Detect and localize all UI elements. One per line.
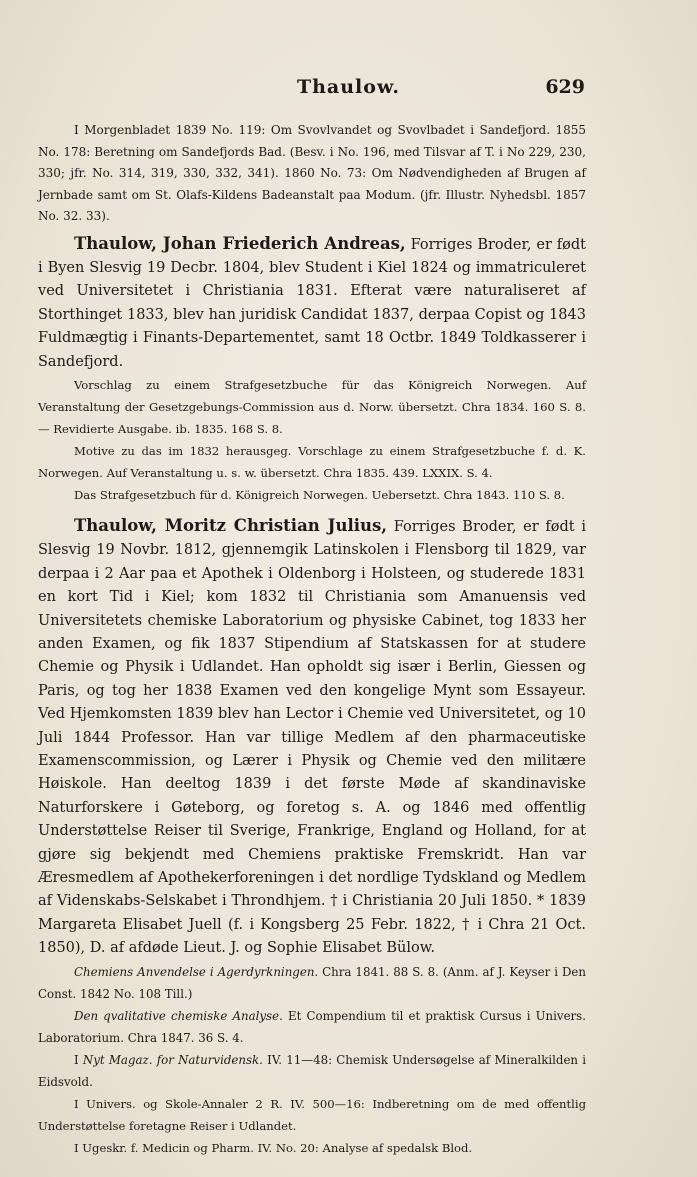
bibliography-item: Chemiens Anvendelse i Agerdyrkningen. Chra 1841. 88 S. 8. (Anm. af J. Keyser i Den Const. 1842 No. 108 Till.)	[38, 964, 586, 1001]
entry-name: Thaulow, Moritz Christian Julius,	[74, 515, 388, 535]
entry-moritz-thaulow	[38, 514, 586, 961]
bibliography-item: I Univers. og Skole-Annaler 2 R. IV. 500—16: Indberetning om de med offentlig Understøttelse foretagne Reiser i Udlandet.	[38, 1096, 586, 1133]
work-title: Den qvalitative chemiske Analyse.	[74, 1008, 283, 1023]
work-title: Chemiens Anvendelse i Agerdyrkningen.	[74, 964, 319, 979]
page-number: 629	[545, 76, 585, 98]
entry-johan-thaulow	[38, 232, 586, 374]
bibliography-item: I Ugeskr. f. Medicin og Pharm. IV. No. 20: Analyse af spedalsk Blod.	[74, 1140, 473, 1155]
bibliography-item: Den qvalitative chemiske Analyse. Et Compendium til et praktisk Cursus i Univers. Laboratorium. Chra 1847. 36 S. 4.	[38, 1008, 586, 1045]
bibliography-item: I Nyt Magaz. for Naturvidensk. IV. 11—48: Chemisk Undersøgelse af Mineralkilden i Eidsvold.	[38, 1052, 587, 1089]
page-body	[38, 120, 586, 1159]
page-header	[0, 76, 697, 102]
running-title: Thaulow.	[296, 76, 401, 98]
bibliography-item: Vorschlag zu einem Strafgesetzbuche für das Königreich Norwegen. Auf Veranstaltung der Gesetzgebungs-Commission aus d. Norw. übersetzt. Chra 1834. 160 S. 8. — Revidierte Ausgabe. ib. 1835. 168 S. 8.	[38, 377, 586, 436]
bibliography-item: Motive zu das im 1832 herausgeg. Vorschlage zu einem Strafgesetzbuche f. d. K. Norwegen. Auf Veranstaltung u. s. w. übersetzt. Chra 1835. 439. LXXIX. S. 4.	[38, 443, 586, 480]
bibliography-item: Das Strafgesetzbuch für d. Königreich Norwegen. Uebersetzt. Chra 1843. 110 S. 8.	[74, 487, 565, 502]
entry-name: Thaulow, Johan Friederich Andreas,	[74, 233, 406, 253]
entry-text: Forriges Broder, er født i Byen Slesvig 19 Decbr. 1804, blev Student i Kiel 1824 og immatriculeret ved Universitetet i Christiania 1831. Efterat være naturaliseret af Storthinget 1833, blev han juridisk Candidat 1837, derpaa Copist og 1843 Fuldmægtig i Finants-Departementet, samt 18 Octbr. 1849 Toldkasserer i Sandefjord.	[38, 236, 586, 370]
work-title: Nyt Magaz. for Naturvidensk.	[82, 1052, 263, 1067]
intro-paragraph: I Morgenbladet 1839 No. 119: Om Svovlvandet og Svovlbadet i Sandefjord. 1855 No. 178: Beretning om Sandefjords Bad. (Besv. i No. 196, med Tilsvar af T. i No 229, 230, 330; jfr. No. 314, 319, 330, 332, 341). 1860 No. 73: Om Nødvendigheden af Brugen af Jernbade samt om St. Olafs-Kildens Badeanstalt paa Modum. (jfr. Illustr. Nyhedsbl. 1857 No. 32. 33).	[38, 123, 586, 223]
entry-text: Forriges Broder, er født i Slesvig 19 Novbr. 1812, gjennemgik Latinskolen i Flensborg til 1829, var derpaa i 2 Aar paa et Apothek i Oldenborg i Holsteen, og studerede 1831 en kort Tid i Kiel; kom 1832 til Christiania som Amanuensis ved Universitetets chemiske Laboratorium og physiske Cabinet, tog 1833 her anden Examen, og fik 1837 Stipendium af Statskassen for at studere Chemie og Physik i Udlandet. Han opholdt sig især i Berlin, Giessen og Paris, og tog her 1838 Examen ved den kongelige Mynt som Essayeur. Ved Hjemkomsten 1839 blev han Lector i Chemie ved Universitetet, og 10 Juli 1844 Professor. Han var tillige Medlem af den pharmaceutiske Examenscommission, og Lærer i Physik og Chemie ved den militære Høiskole. Han deeltog 1839 i det første Møde af skandinaviske Naturforskere i Gøteborg, og foretog s. A. og 1846 med offentlig Understøttelse Reiser til Sverige, Frankrige, England og Holland, for at gjøre sig bekjendt med Chemiens praktiske Fremskridt. Han var Æresmedlem af Apothekerforeningen i det nordlige Tydskland og Medlem af Videnskabs-Selskabet i Throndhjem. † i Christiania 20 Juli 1850. * 1839 Margareta Elisabet Juell (f. i Kongsberg 25 Febr. 1822, † i Chra 21 Oct. 1850), D. af afdøde Lieut. J. og Sophie Elisabet Bülow.	[38, 518, 587, 957]
